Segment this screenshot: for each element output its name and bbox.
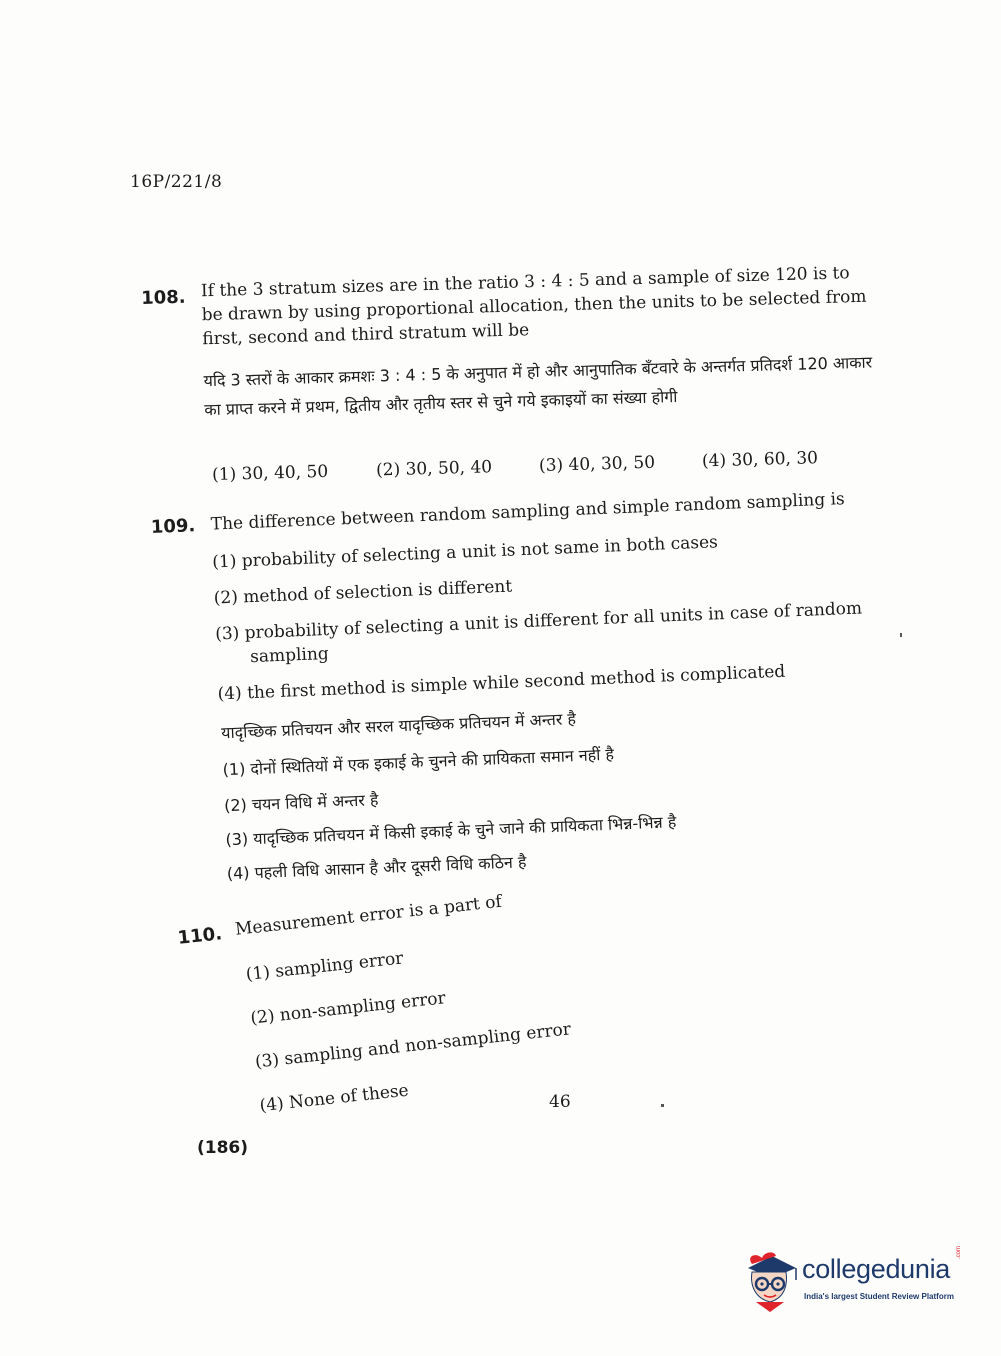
scan-speck — [661, 1104, 664, 1107]
option-label: (4) — [258, 1093, 285, 1117]
scan-speck — [900, 633, 902, 637]
option-label: (3) — [214, 623, 240, 645]
option-label: (2) — [213, 587, 239, 609]
option-text: method of selection is different — [242, 576, 513, 608]
option-label: (4) — [701, 450, 727, 472]
option-label: (4) — [226, 863, 250, 884]
option-4[interactable] — [259, 1079, 410, 1119]
brand-tagline: India's largest Student Review Platform — [804, 1292, 954, 1301]
question-108 — [140, 234, 886, 490]
option-1[interactable] — [245, 946, 405, 986]
option-label: (2) — [249, 1006, 276, 1029]
option-text: probability of selecting a unit is not same in both cases — [241, 532, 719, 572]
option-text: sampling error — [274, 948, 405, 982]
option-label: (1) — [222, 759, 246, 780]
option-4[interactable] — [702, 446, 819, 473]
option-text: non-sampling error — [278, 988, 447, 1026]
option-text: दोनों स्थितियों में एक इकाई के चुनने की प्रायिकता समान नहीं है — [250, 744, 615, 779]
option-label: (4) — [217, 683, 243, 705]
brand-name: collegedunia — [802, 1254, 951, 1284]
option-hi-3[interactable] — [225, 810, 677, 852]
option-text: the first method is simple while second method is complicated — [246, 661, 786, 704]
option-text: पहली विधि आसान है और दूसरी विधि कठिन है — [254, 852, 527, 883]
option-label: (1) — [211, 464, 237, 486]
option-hi-2[interactable] — [224, 788, 379, 818]
question-text-english: Measurement error is a part of — [234, 891, 503, 940]
option-text: None of these — [288, 1080, 410, 1114]
option-label: (2) — [223, 795, 248, 816]
option-text: sampling and non-sampling error — [283, 1019, 572, 1070]
question-110 — [175, 862, 673, 1117]
option-text: 30, 60, 30 — [731, 448, 819, 471]
option-1[interactable] — [212, 460, 329, 487]
paper-code: 16P/221/8 — [130, 172, 223, 192]
question-text-english: If the 3 stratum sizes are in the ratio 3 : 4 : 5 and a sample of size 120 is to be drawn by using proportional allocation, then the units to be selected from first, second and third stratum will be — [200, 263, 867, 350]
option-hi-1[interactable] — [222, 743, 614, 783]
brand-domain-suffix: .com — [956, 1245, 962, 1259]
option-label: (3) — [225, 829, 249, 850]
question-number: 109. — [150, 515, 196, 538]
mascot-icon — [742, 1250, 800, 1314]
option-label: (1) — [211, 551, 237, 573]
question-number: 110. — [176, 923, 224, 949]
option-text: 40, 30, 50 — [568, 452, 656, 476]
option-text: probability of selecting a unit is different for all units in case of random sampling — [244, 598, 863, 668]
option-en-2[interactable] — [213, 575, 512, 611]
option-text: 30, 50, 40 — [405, 457, 493, 480]
page-number: 46 — [549, 1092, 571, 1112]
option-3[interactable] — [254, 1017, 572, 1074]
option-label: (3) — [254, 1049, 281, 1073]
question-text-hindi: यादृच्छिक प्रतिचयन और सरल यादृच्छिक प्रतिचयन में अन्तर है — [220, 709, 577, 743]
option-en-1[interactable] — [212, 530, 718, 574]
question-109 — [150, 475, 905, 884]
option-label: (1) — [244, 962, 271, 985]
option-text: चयन विधि में अन्तर है — [251, 790, 379, 815]
question-number: 108. — [140, 286, 186, 309]
question-text-english: The difference between random sampling and simple random sampling is — [210, 489, 846, 535]
option-3[interactable] — [539, 451, 656, 478]
option-2[interactable] — [376, 455, 493, 482]
option-2[interactable] — [249, 986, 446, 1030]
collegedunia-logo — [742, 1245, 972, 1314]
booklet-code: (186) — [197, 1138, 249, 1158]
question-text-hindi: यदि 3 स्तरों के आकार क्रमशः 3 : 4 : 5 के अनुपात में हो और आनुपातिक बँटवारे के अन्तर्गत प्रतिदर्श 120 आकार का प्राप्त करने में प्रथम, द्वितीय और तृतीय स्तर से चुने गये इकाइयों का संख्या होगी — [203, 352, 873, 420]
option-text: यादृच्छिक प्रतिचयन में किसी इकाई के चुने जाने की प्रायिकता भिन्न-भिन्न है — [252, 812, 677, 849]
option-label: (3) — [538, 455, 564, 476]
option-label: (2) — [375, 459, 401, 481]
option-text: 30, 40, 50 — [241, 461, 329, 485]
